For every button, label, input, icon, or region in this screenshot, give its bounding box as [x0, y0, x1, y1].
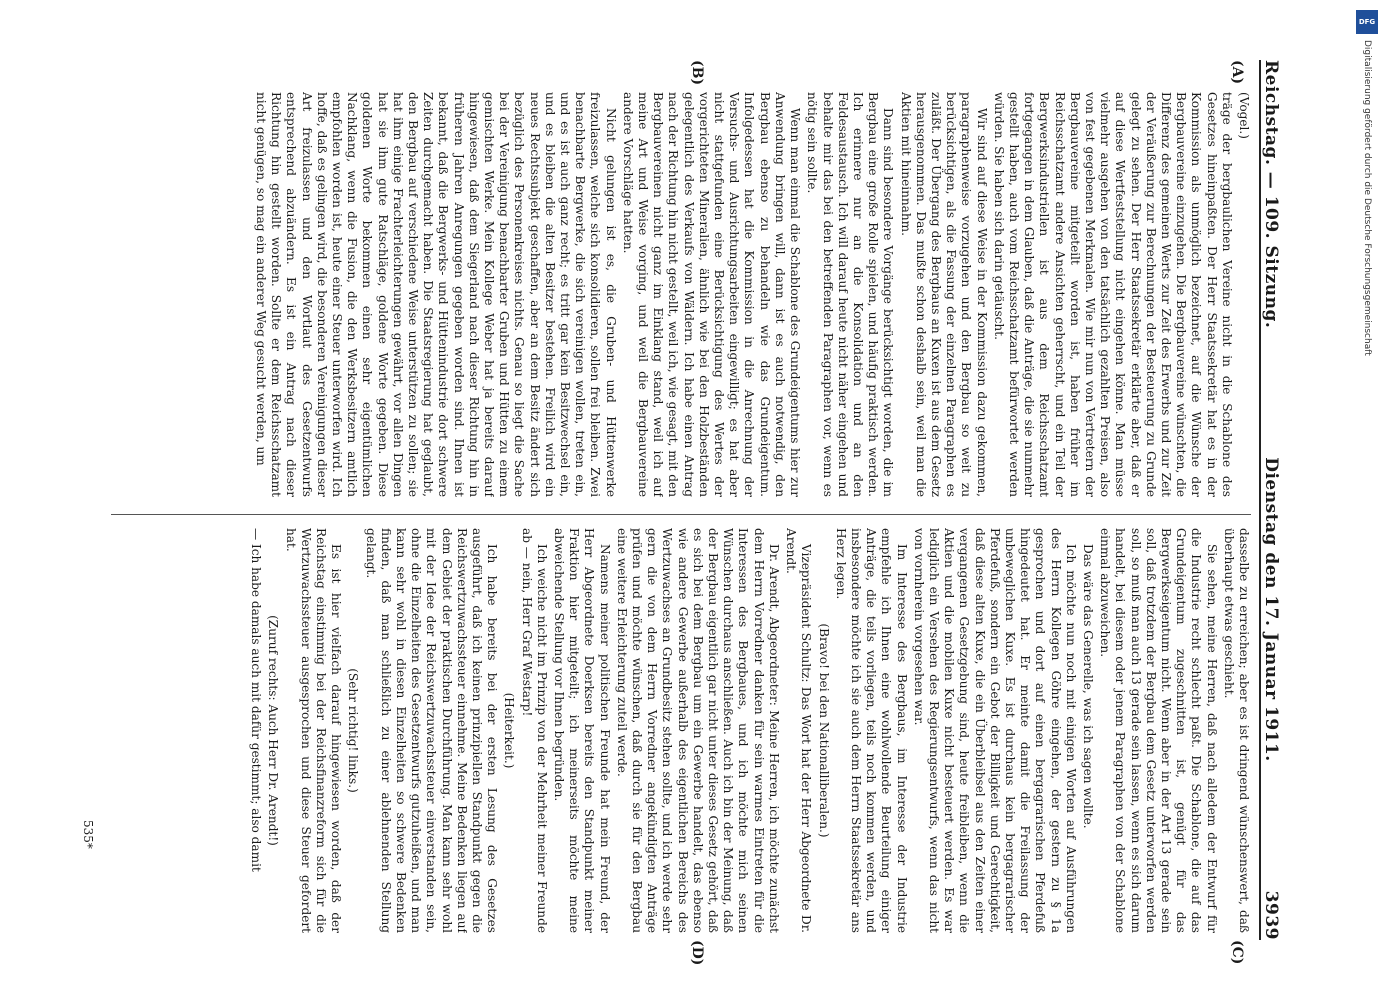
paragraph: Sie sehen, meine Herren, daß nach alledem der Entwurf für die Industrie recht schlecht paßt. Die Schablone, die auf das Grundeigentum zugeschnitten ist, genügt für das Bergwerkseigentum nicht. Wenn aber in der Art 13 gerade sein soll, daß trotzdem der Bergbau dem Gesetz unterworfen werden soll, so muß man auch 13 gerade sein lassen, wenn es sich darum handelt, bei diesem oder jenem Paragraphen von der Schablone einmal abzuweichen. — [1098, 528, 1219, 933]
margin-letter-c: (C) — [1229, 940, 1245, 965]
paragraph: Ich habe bereits bei der ersten Lesung des Gesetzes ausgeführt, daß ich keinen prinzipiellen Standpunkt gegen die Reichswertzuwachssteuer einnehme. Meine Bedenken liegen auf dem Gebiet der praktischen Durchführung. Man kann sehr wohl mit der Idee der Reichswertzuwachssteuer einverstanden sein, ohne die Einzelheiten des Gesetzentwurfs gutzuheißen, und man kann sehr wohl in diesen Einzelheiten so schwere Bedenken finden, daß man schließlich zu einer ablehnenden Stellung gelangt. — [363, 528, 500, 933]
paragraph: Wenn man einmal die Schablone des Grundeigentums hier zur Anwendung bringen will, dann ist es auch notwendig, den Bergbau ebenso zu behandeln wie das Grundeigentum. Infolgedessen hat die Kommission in die Anrechnung der Versuchs- und Ausrichtungsarbeiten eingewilligt; es hat aber nicht stattgefunden eine Berücksichtigung des Wertes der vorgerichteten Mineralien, ähnlich wie bei den Holzbeständen gelegentlich des Verkaufs von Wäldern. Ich habe einen Antrag nach der Richtung hin nicht gestellt, weil ich, wie gesagt, mit den Bergbauvereinen nicht ganz im Einklang stand, weil ich auf meine Art und Weise vorging, und weil die Bergbauvereine andere Vorschläge hatten. — [620, 92, 803, 497]
paragraph: Ich weiche nicht im Prinzip von der Mehrheit meiner Freunde ab — nein, Herr Graf Westarp! — [519, 528, 549, 933]
dfg-logo: DFG — [1356, 10, 1378, 34]
paragraph: Dann sind besondere Vorgänge berücksichtigt worden, die im Bergbau eine große Rolle spielen, und häufig praktisch werden. Ich erinnere nur an die Konsolidation und an den Feldesaustausch. Ich will darauf heute nicht näher eingehen und behalte mir das bei den betreffenden Paragraphen vor, wenn es nötig sein sollte. — [805, 92, 896, 497]
paragraph: (Bravo! bei den Nationalliberalen.) — [816, 623, 831, 838]
page-reference: 535* — [81, 820, 95, 849]
paragraph: träge der bergbaulichen Vereine nicht in die Schablone des Gesetzes hineinpaßten. Der Herr Staatssekretär hat es in der Kommission als unmöglich bezeichnet, auf die Wünsche der Bergbauvereine einzugehen. Die Bergbauvereine wünschten, die Differenz des gemeinen Werts zur Zeit des Erwerbs und zur Zeit der Veräußerung zur Berechnungen der Besteuerung zu Grunde gelegt zu sehen. Der Herr Staatssekretär erklärte aber, daß er auf diese Wertfeststellung nicht eingehen könne. Man müsse vielmehr ausgehen von den tatsächlich gezahlten Preisen, also von fest gegebenen Merkmalen. Wie mir nun von Vertretern der Bergbauvereine mitgeteilt worden ist, haben früher im Reichsschatzamt andere Ansichten geherrscht, und ein Teil der Bergwerksindustriellen ist aus dem Reichsschatzamt fortgegangen in dem Glauben, daß die Anträge, die sie nunmehr gestellt haben, auch vom Reichsschatzamt befürwortet werden würden. Sie haben sich darin getäuscht. — [991, 92, 1234, 497]
paragraph: Das wäre das Generelle, was ich sagen wollte. — [1080, 544, 1095, 829]
paragraph: (Vogel.) — [1237, 92, 1251, 139]
digitization-credit: Digitalisierung gefördert durch die Deutsche Forschungsgemeinschaft — [1362, 40, 1372, 356]
paragraph: Wir sind auf diese Weise in der Kommission dazu gekommen, paragraphenweise vorzugehen und den Bergbau so weit zu berücksichtigen, als die Fassung der einzelnen Paragraphen es zuläßt. Der Übergang des Bergbaus an Kuxen ist aus dem Gesetz herausgenommen. Das mußte schon deshalb sein, weil man die Aktien mit hineinnahm. — [898, 92, 989, 497]
paragraph: Es ist hier vielfach darauf hingewiesen worden, daß der Reichstag einstimmig bei der Reichsfinanzreform sich für die Wertzuwachssteuer ausgesprochen und diese Steuer gefordert hat. — [283, 528, 344, 933]
paragraph: (Heiterkeit.) — [502, 692, 517, 769]
paragraph: (Zuruf rechts: Auch Herr Dr. Arendt!) — [266, 615, 281, 846]
column-divider — [111, 514, 1251, 515]
paragraph: Nicht gelungen ist es, die Gruben- und Hüttenwerke freizulassen, welche sich konsolidieren, sollen frei bleiben. Zwei benachbarte Bergwerke, die sich vereinigen wollen, treten ein, und es ist auch ganz recht; es tritt gar kein Besitzwechsel ein, und es bleiben die alten Besitzer bestehen. Freilich wird ein neues Rechtssubjekt geschaffen, aber an dem Besitz ändert sich bezüglich des Personenkreises nichts. Genau so liegt die Sache bei der Vereinigung benachbarter Gruben und Hütten zu einem gemischten Werke. Mein Kollege Weber hat ja bereits darauf hingewiesen, daß dem Siegerland nach dieser Richtung hin in früheren Jahren Anregungen gegeben worden sind. Ihnen ist bekannt, daß die Bergwerks- und Hüttenindustrie dort schwere Zeiten durchgemacht haben. Die Staatsregierung hat geglaubt, den Bergbau auf verschiedene Weise unterstützen zu sollen; sie hat ihm einige Frachterleichterungen gewährt, vor allen Dingen hat sie ihm gute Ratschläge, goldene Worte gegeben. Diese goldenen Worte bekommen einen sehr eigentümlichen Nachklang, wenn die Fusion, die den Werksbesitzern amtlich empfohlen worden ist, heute einer Steuer unterworfen wird. Ich hoffe, daß es gelingen wird, die besonderen Vereinigungen dieser Art freizulassen und den Wortlaut des Gesetzentwurfs entsprechend abzuändern. Es ist ein Antrag nach dieser Richtung hin gestellt worden. Sollte er dem Reichsschatzamt nicht genügen, so mag ein anderer Weg gesucht werden, um — [254, 92, 618, 497]
margin-letter-b: (B) — [689, 60, 705, 86]
header-date: Dienstag den 17. Januar 1911. — [1261, 457, 1281, 762]
page-number: 3939 — [1261, 890, 1281, 940]
margin-letter-a: (A) — [1229, 60, 1245, 85]
paragraph: Im Interesse des Bergbaus, im Interesse der Industrie empfehle ich Ihnen eine wohlwollende Beurteilung einiger Anträge, die teils vorliegen, teils noch kommen werden, und insbesondere möchte ich sie auch dem Herrn Staatssekretär ans Herz legen. — [833, 528, 909, 933]
paragraph: Namens meiner politischen Freunde hat mein Freund, der Herr Abgeordnete Doerksen bereits den Standpunkt meiner Fraktion hier mitgeteilt; ich meinerseits möchte meine abweichende Stellung vor Ihnen begründen. — [552, 528, 612, 933]
paragraph: dasselbe zu erreichen; aber es ist dringend wünschenswert, daß überhaupt etwas geschieht. — [1221, 528, 1251, 933]
left-column — [101, 92, 1251, 497]
paragraph: Vizepräsident Schultz: Das Wort hat der Herr Abgeordnete Dr. Arendt. — [784, 528, 814, 933]
right-column — [101, 528, 1251, 933]
margin-letter-d: (D) — [689, 940, 705, 966]
paragraph: Dr. Arendt, Abgeordneter: Meine Herren, ich möchte zunächst dem Herrn Vorredner danken für sein warmes Eintreten für die Interessen des Bergbaues, und ich möchte mich seinen Wünschen durchaus anschließen. Auch ich bin der Meinung, daß der Bergbau eigentlich gar nicht unter dieses Gesetz gehört, daß es sich bei dem Bergbau um ein Gewerbe handelt, das ebenso wie andere Gewerbe außerhalb des eigentlichen Bereichs des Wertzuwachses an Grundbesitz stehen sollte, und ich werde sehr gern die von dem Herrn Vorredner angekündigten Anträge prüfen und möchte wünschen, daß durch sie für den Bergbau eine weitere Erleichterung zuteil werde. — [614, 528, 781, 933]
header-session: Reichstag. — 109. Sitzung. — [1261, 60, 1281, 329]
paragraph: (Sehr richtig! links.) — [346, 668, 361, 793]
paragraph: — Ich habe damals auch mit dafür gestimmt; also damit — [249, 528, 264, 872]
page-header — [1259, 60, 1293, 940]
paragraph: Ich möchte nun noch mit einigen Worten auf Ausführungen des Herrn Kollegen Göhre eingehen, der gestern zu § 1a gesprochen und dort auf einen bergagrarischen Pferdefuß hingedeutet hat. Er meinte damit die Freilassung der unbeweglichen Kuxe. Es ist durchaus kein bergagrarischer Pferdefuß, sondern ein Gebot der Billigkeit und Gerechtigkeit, daß diese alten Kuxe, die ein Überbleibsel aus den Zeiten einer vergangenen Gesetzgebung sind, heute freibleiben, wenn die Aktien und die mobilen Kuxe nicht besteuert werden. Es war lediglich ein Versehen des Regierungsentwurfs, wenn das nicht von vornherein vorgesehen war. — [911, 528, 1078, 933]
